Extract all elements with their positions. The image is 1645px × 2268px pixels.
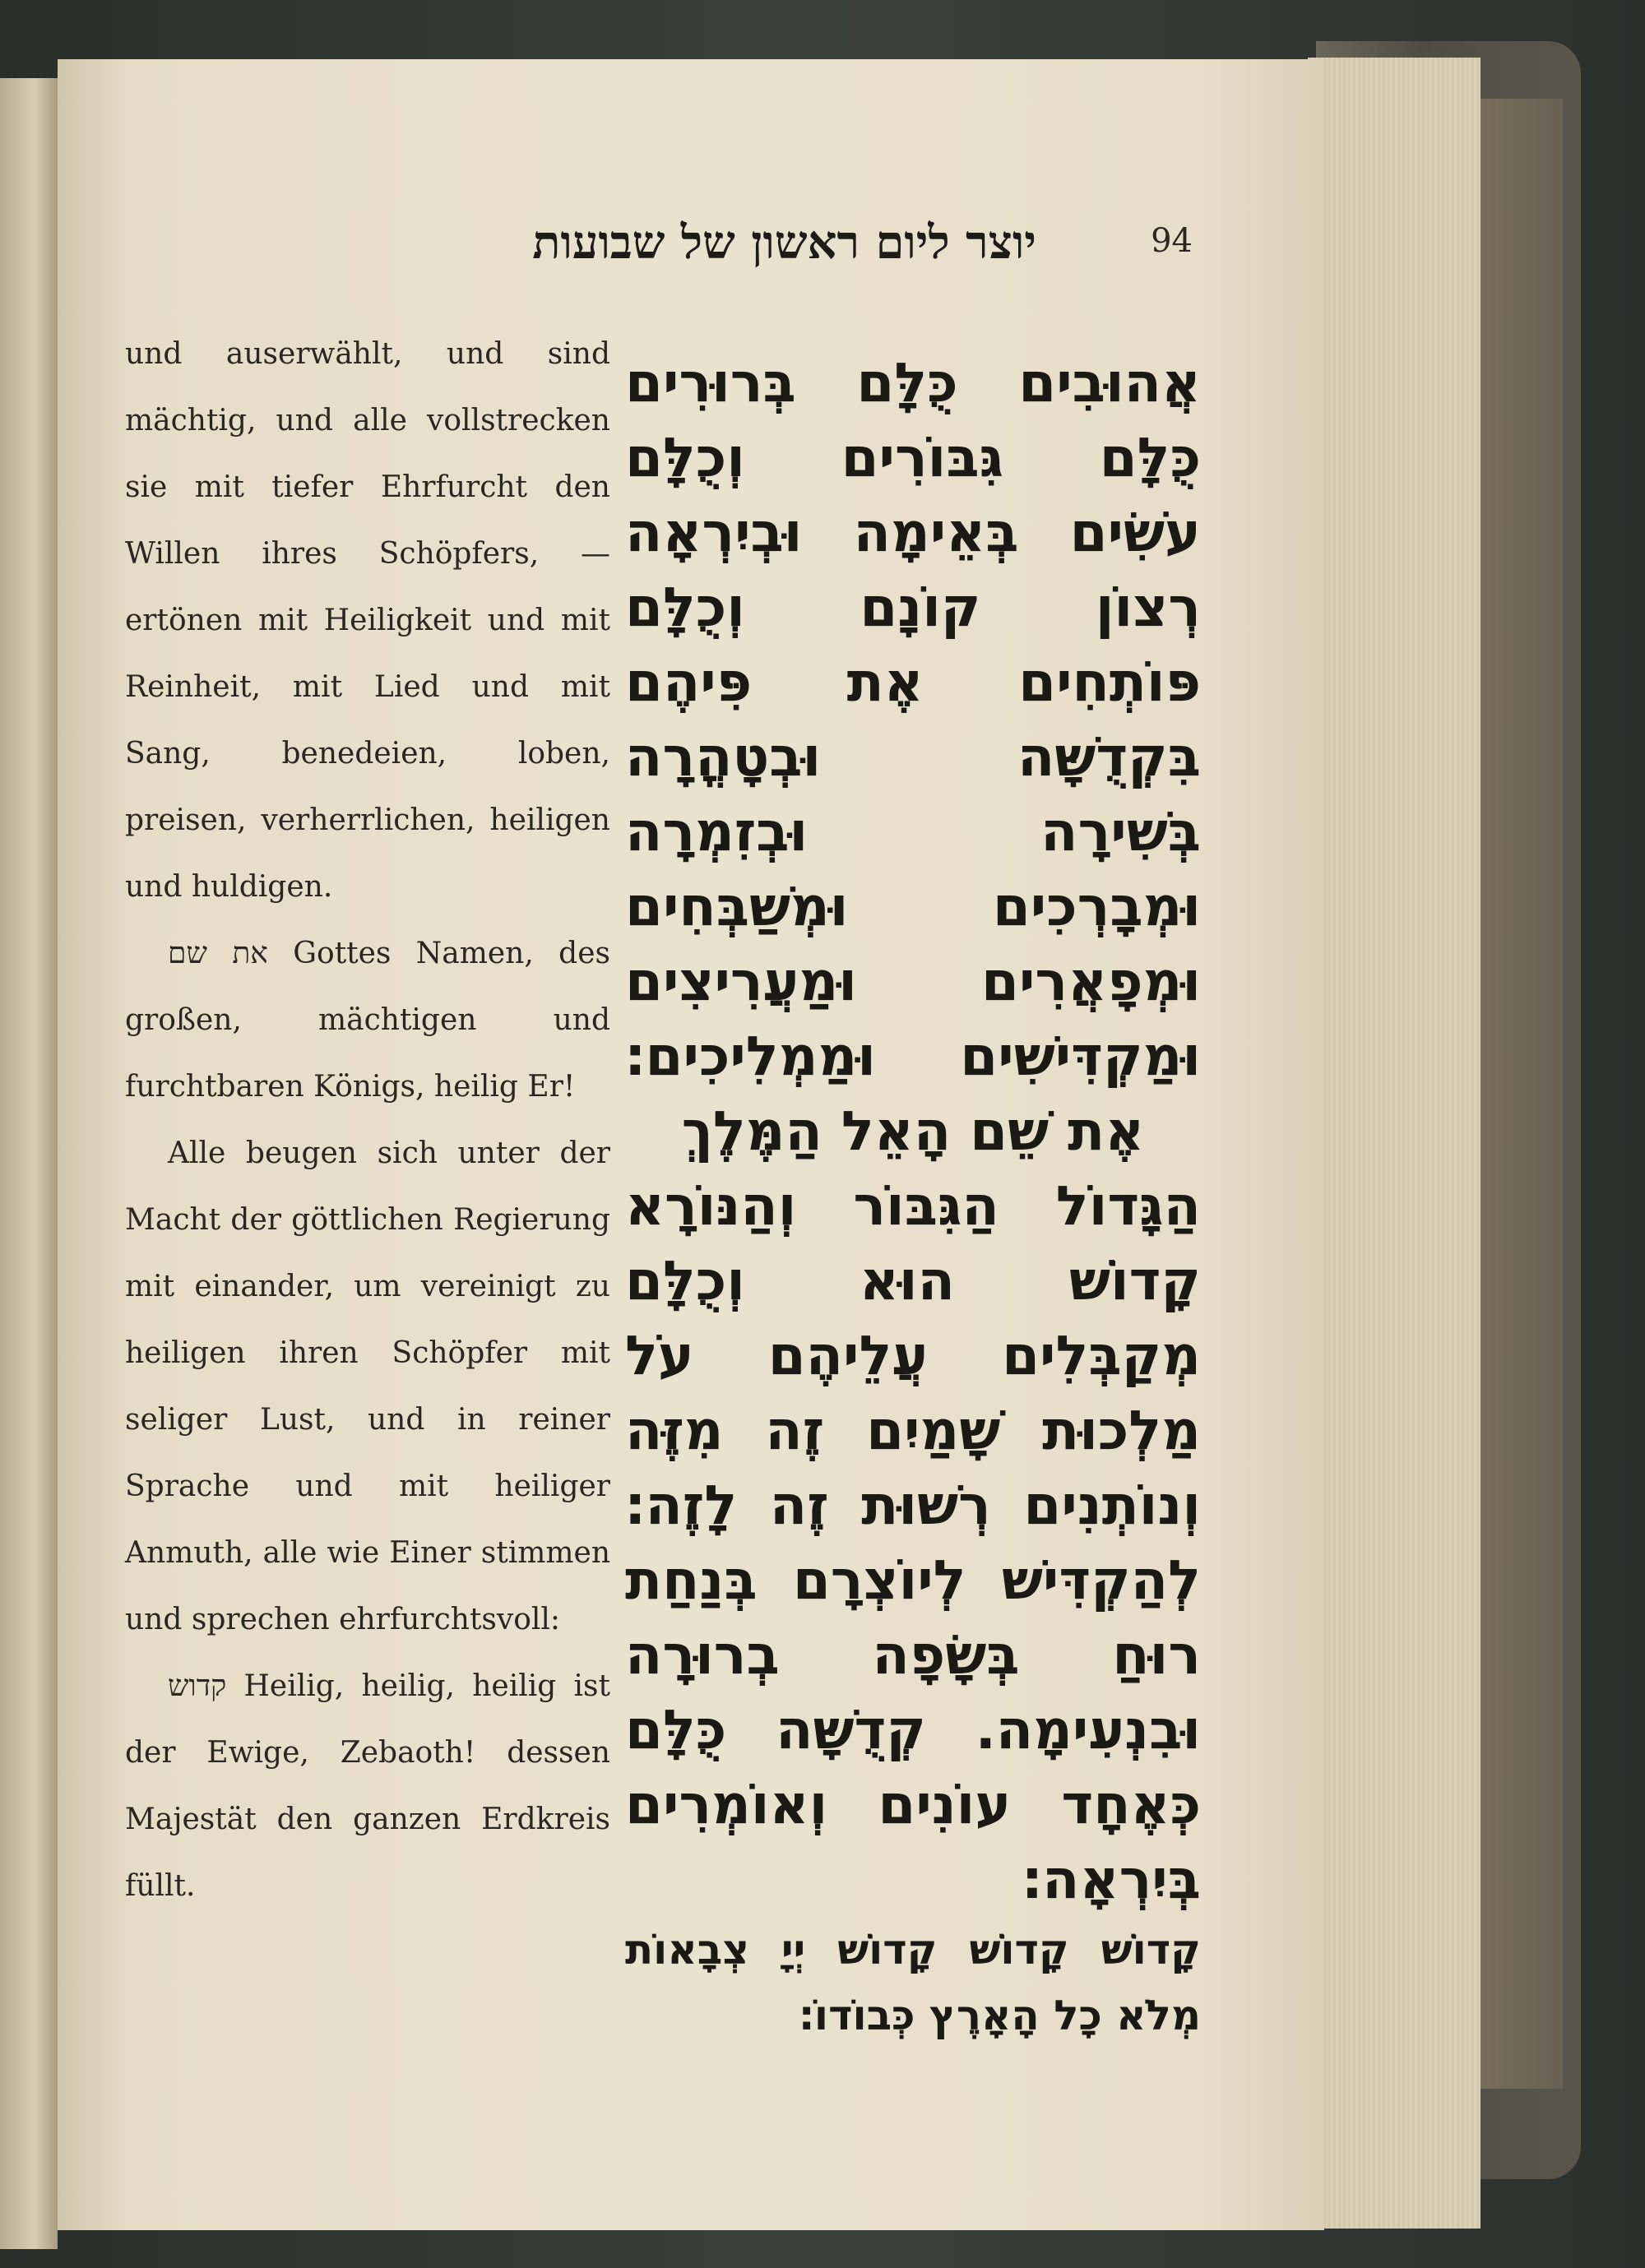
hebrew-text: [625, 345, 1201, 2048]
hebrew-line: בְּשִׁירָה וּבְזִמְרָה: [625, 800, 1201, 863]
hebrew-line: פּוֹתְחִים אֶת פִּיהֶם: [625, 650, 1201, 714]
hebrew-line: וּמְפָאֲרִים וּמַעֲרִיצִים: [625, 950, 1201, 1013]
hebrew-line: רְצוֹן קוֹנָם וְכֻלָּם: [625, 576, 1201, 639]
book-page: [58, 59, 1324, 2230]
german-paragraph: Alle beugen sich unter der Macht der göttlichen Regierung mit einander, um vereinigt zu heiligen ihren Schöpfer mit seliger Lust, und in reiner Sprache und mit heiliger Anmuth, alle wie Einer stimmen und sprechen ehrfurchtsvoll:: [125, 1136, 610, 1636]
hebrew-line: אֶת שֵׁם הָאֵל הַמֶּלֶךְ: [681, 1099, 1145, 1163]
hebrew-line: וּבִנְעִימָה. קְדֻשָּׁה כֻּלָּם: [625, 1698, 1201, 1761]
page-number: 94: [1151, 222, 1193, 260]
hebrew-line: כֻּלָּם גִּבּוֹרִים וְכֻלָּם: [625, 426, 1201, 489]
hebrew-line: וּמַקְדִּישִׁים וּמַמְלִיכִים׃: [625, 1025, 1201, 1088]
hebrew-line: כְּאֶחָד עוֹנִים וְאוֹמְרִים: [625, 1773, 1201, 1836]
german-paragraph: und auserwählt, und sind mächtig, und alle vollstrecken sie mit tiefer Ehrfurcht den Willen ihres Schöpfers, — ertönen mit Heiligkeit und mit Reinheit, mit Lied und mit Sang, benedeien, loben, preisen, verherrlichen, heiligen und huldigen.: [125, 337, 610, 904]
page-edges: [1308, 58, 1480, 2229]
hebrew-line: לְהַקְדִּישׁ לְיוֹצְרָם בְּנַחַת: [625, 1548, 1201, 1612]
hebrew-line: וּמְבָרְכִים וּמְשַׁבְּחִים: [625, 875, 1201, 938]
facing-page-edge: [0, 78, 58, 2249]
hebrew-line: הַגָּדוֹל הַגִּבּוֹר וְהַנּוֹרָא: [625, 1174, 1201, 1238]
hebrew-line: קָדוֹשׁ הוּא וְכֻלָּם: [625, 1249, 1201, 1312]
hebrew-line: מַלְכוּת שָׁמַיִם זֶה מִזֶּה: [625, 1399, 1201, 1462]
hebrew-line: רוּחַ בְּשָׂפָה בְרוּרָה: [625, 1623, 1201, 1687]
hebrew-line: בְּיִרְאָה׃: [1022, 1848, 1201, 1911]
hebrew-line: וְנוֹתְנִים רְשׁוּת זֶה לָזֶה׃: [625, 1474, 1201, 1537]
german-paragraph: קדוש Heilig, heilig, heilig ist der Ewige, Zebaoth! dessen Majestät den ganzen Erdkreis füllt.: [125, 1669, 610, 1903]
hebrew-line: בִּקְדֻשָּׁה וּבְטָהֳרָה: [625, 725, 1201, 789]
hebrew-line: עֹשִׂים בְּאֵימָה וּבְיִרְאָה: [625, 501, 1201, 564]
hebrew-line: קָדוֹשׁ קָדוֹשׁ קָדוֹשׁ יְיָ צְבָאוֹת: [625, 1926, 1201, 1974]
german-translation: [125, 321, 610, 1919]
page-header: [411, 215, 1193, 298]
hebrew-line: אֲהוּבִים כֻּלָּם בְּרוּרִים: [625, 351, 1201, 414]
hebrew-line: מְלֹא כָל הָאָרֶץ כְּבוֹדוֹ׃: [799, 1992, 1201, 2039]
hebrew-line: מְקַבְּלִים עֲלֵיהֶם עֹל: [625, 1324, 1201, 1387]
german-paragraph: את שם Gottes Namen, des großen, mächtigen und furchtbaren Königs, heilig Er!: [125, 937, 610, 1104]
running-head: יוצר ליום ראשון של שבועות: [532, 215, 1036, 270]
